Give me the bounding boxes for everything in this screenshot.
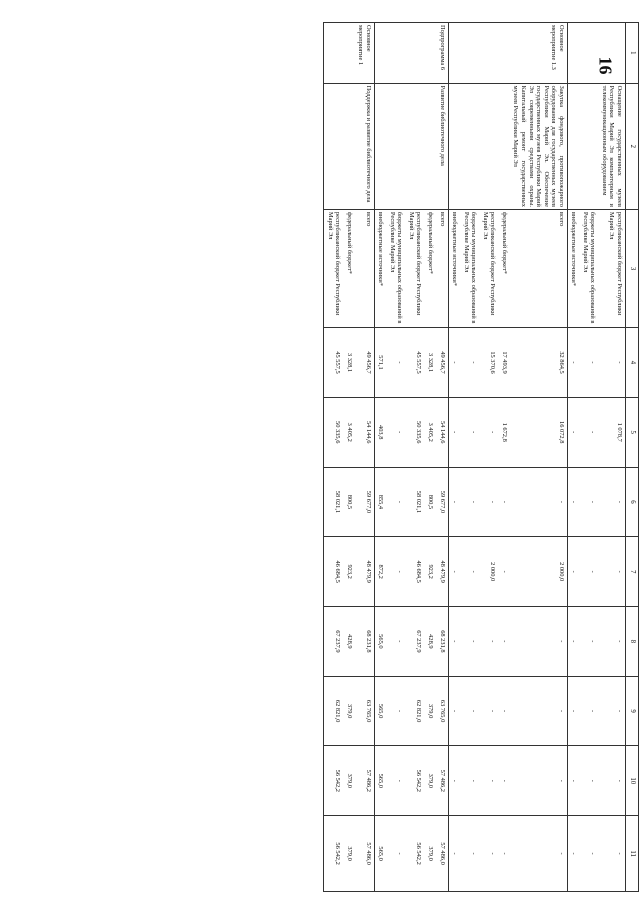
table-row	[324, 23, 344, 892]
funding-source-cell: республиканский бюджет Республики Марий Эл	[598, 209, 625, 327]
event-code-cell	[567, 23, 579, 84]
funding-source-cell: республиканский бюджет Республики Марий Эл	[324, 209, 344, 327]
value-cell: -	[567, 537, 579, 607]
funding-source-cell: бюджеты муниципальных образований в Республике Марий Эл	[386, 209, 405, 327]
rotated-table-page	[83, 22, 639, 892]
funding-source-cell: всего	[510, 209, 567, 327]
value-cell: -	[567, 816, 579, 892]
value-cell: 16 072,8	[510, 397, 567, 467]
event-code-cell	[498, 23, 510, 84]
value-cell: 50 335,6	[324, 397, 344, 467]
event-name-cell	[579, 83, 598, 209]
value-cell: -	[460, 607, 479, 677]
value-cell: -	[460, 746, 479, 816]
funding-source-cell: федеральный бюджет*	[343, 209, 355, 327]
event-name-cell	[374, 83, 386, 209]
funding-source-cell: внебюджетные источники*	[448, 209, 460, 327]
table-row	[579, 23, 598, 892]
value-cell: 62 821,0	[405, 676, 424, 746]
table-row	[567, 23, 579, 892]
event-name-cell	[386, 83, 405, 209]
value-cell: 49 456,7	[436, 328, 448, 398]
table-row	[448, 23, 460, 892]
value-cell: -	[598, 607, 625, 677]
funding-source-cell: республиканский бюджет Республики Марий Эл	[479, 209, 498, 327]
event-name-cell	[479, 83, 498, 209]
value-cell: 67 237,9	[405, 607, 424, 677]
event-code-cell	[460, 23, 479, 84]
value-cell: 2 000,0	[479, 537, 498, 607]
value-cell: -	[510, 467, 567, 537]
funding-source-cell: всего	[436, 209, 448, 327]
funding-source-cell: республиканский бюджет Республики Марий Эл	[405, 209, 424, 327]
value-cell: 2 000,0	[510, 537, 567, 607]
value-cell: 54 144,6	[436, 397, 448, 467]
value-cell: -	[567, 746, 579, 816]
event-code-cell	[479, 23, 498, 84]
value-cell: 45 557,5	[405, 328, 424, 398]
table-row	[498, 23, 510, 892]
value-cell: 3 328,1	[343, 328, 355, 398]
value-cell: -	[567, 328, 579, 398]
value-cell: 565,0	[374, 607, 386, 677]
value-cell: -	[579, 397, 598, 467]
table-row	[598, 23, 625, 892]
value-cell: -	[579, 537, 598, 607]
value-cell: 59 677,0	[355, 467, 375, 537]
value-cell: 49 456,7	[355, 328, 375, 398]
value-cell: 565,0	[374, 746, 386, 816]
value-cell: 54 144,6	[355, 397, 375, 467]
value-cell: 3 405,2	[425, 397, 437, 467]
table-row	[343, 23, 355, 892]
value-cell: 67 237,9	[324, 607, 344, 677]
value-cell: -	[567, 607, 579, 677]
value-cell: -	[498, 537, 510, 607]
value-cell: 62 821,0	[324, 676, 344, 746]
table-row	[386, 23, 405, 892]
value-cell: -	[579, 467, 598, 537]
value-cell: -	[448, 607, 460, 677]
value-cell: 379,0	[343, 816, 355, 892]
value-cell: 63 765,0	[436, 676, 448, 746]
value-cell: 565,0	[374, 816, 386, 892]
value-cell: 48 479,9	[355, 537, 375, 607]
table-row	[405, 23, 424, 892]
value-cell: 379,0	[425, 676, 437, 746]
event-name-cell: Закупка фондового, противопожарного оборудования для государственных музеев Республики Марий Эл. Обеспечение государственных музеев Республики Марий Эл современными средствами охраны. Капитальный ремонт государственных музеев Республики Марий Эл	[510, 83, 567, 209]
value-cell: -	[386, 397, 405, 467]
value-cell: 58 021,1	[405, 467, 424, 537]
event-code-cell	[386, 23, 405, 84]
value-cell: -	[510, 676, 567, 746]
budget-table	[323, 22, 639, 892]
event-code-cell	[324, 23, 344, 84]
value-cell: -	[386, 328, 405, 398]
value-cell: 45 557,5	[324, 328, 344, 398]
value-cell: 59 677,0	[436, 467, 448, 537]
funding-source-cell: внебюджетные источники*	[567, 209, 579, 327]
value-cell: 57 486,0	[355, 816, 375, 892]
column-number-5: 5	[625, 397, 638, 467]
value-cell: 32 864,5	[510, 328, 567, 398]
event-name-cell	[425, 83, 437, 209]
event-name-cell	[498, 83, 510, 209]
value-cell: 403,8	[374, 397, 386, 467]
value-cell: -	[598, 328, 625, 398]
value-cell: 1 672,8	[498, 397, 510, 467]
event-code-cell	[343, 23, 355, 84]
value-cell: -	[598, 746, 625, 816]
event-name-cell	[460, 83, 479, 209]
table-row	[425, 23, 437, 892]
event-code-cell: Подпрограмма 6	[436, 23, 448, 84]
value-cell: -	[510, 607, 567, 677]
value-cell: 3 405,2	[343, 397, 355, 467]
event-name-cell: Оснащение государственных музеев Республики Марий Эл компьютерным и телекоммуникационным оборудованием	[598, 83, 625, 209]
column-number-8: 8	[625, 607, 638, 677]
value-cell: -	[460, 397, 479, 467]
value-cell: -	[510, 746, 567, 816]
value-cell: -	[479, 607, 498, 677]
value-cell: 1 078,7	[598, 397, 625, 467]
value-cell: -	[386, 607, 405, 677]
value-cell: -	[386, 537, 405, 607]
value-cell: 923,2	[343, 537, 355, 607]
value-cell: 855,4	[374, 467, 386, 537]
event-name-cell: Поддержка и развитие библиотечного дела	[355, 83, 375, 209]
value-cell: -	[598, 467, 625, 537]
value-cell: -	[448, 816, 460, 892]
value-cell: -	[386, 676, 405, 746]
funding-source-cell: внебюджетные источники*	[374, 209, 386, 327]
value-cell: -	[460, 328, 479, 398]
event-code-cell: Основное мероприятие 1	[355, 23, 375, 84]
value-cell: 68 231,8	[355, 607, 375, 677]
value-cell: -	[598, 676, 625, 746]
value-cell: -	[460, 467, 479, 537]
value-cell: 800,5	[343, 467, 355, 537]
table-row	[374, 23, 386, 892]
value-cell: 56 542,2	[324, 816, 344, 892]
value-cell: -	[498, 607, 510, 677]
value-cell: -	[448, 397, 460, 467]
value-cell: -	[386, 816, 405, 892]
value-cell: -	[567, 467, 579, 537]
value-cell: -	[598, 537, 625, 607]
value-cell: -	[448, 676, 460, 746]
value-cell: -	[479, 467, 498, 537]
value-cell: 56 542,2	[324, 746, 344, 816]
value-cell: -	[510, 816, 567, 892]
value-cell: -	[498, 816, 510, 892]
value-cell: 17 493,9	[498, 328, 510, 398]
value-cell: -	[479, 746, 498, 816]
event-code-cell	[405, 23, 424, 84]
funding-source-cell: бюджеты муниципальных образований в Республике Марий Эл	[579, 209, 598, 327]
value-cell: 872,2	[374, 537, 386, 607]
value-cell: -	[460, 676, 479, 746]
value-cell: 58 021,1	[324, 467, 344, 537]
column-number-1: 1	[625, 23, 638, 84]
value-cell: -	[479, 816, 498, 892]
value-cell: -	[579, 816, 598, 892]
value-cell: -	[498, 746, 510, 816]
event-code-cell	[425, 23, 437, 84]
table-row	[479, 23, 498, 892]
value-cell: 571,1	[374, 328, 386, 398]
column-number-6: 6	[625, 467, 638, 537]
value-cell: 923,2	[425, 537, 437, 607]
value-cell: -	[567, 676, 579, 746]
value-cell: -	[579, 328, 598, 398]
value-cell: -	[579, 676, 598, 746]
value-cell: 15 370,6	[479, 328, 498, 398]
value-cell: -	[460, 816, 479, 892]
value-cell: -	[448, 537, 460, 607]
column-number-11: 11	[625, 816, 638, 892]
value-cell: 56 542,2	[405, 746, 424, 816]
value-cell: 379,0	[425, 746, 437, 816]
column-number-9: 9	[625, 676, 638, 746]
event-code-cell	[374, 23, 386, 84]
table-header-row	[625, 23, 638, 892]
value-cell: -	[386, 467, 405, 537]
value-cell: 46 684,5	[405, 537, 424, 607]
value-cell: 565,0	[374, 676, 386, 746]
value-cell: 56 542,2	[405, 816, 424, 892]
value-cell: 68 231,8	[436, 607, 448, 677]
value-cell: 379,0	[343, 746, 355, 816]
event-name-cell	[324, 83, 344, 209]
funding-source-cell: федеральный бюджет*	[425, 209, 437, 327]
event-name-cell	[405, 83, 424, 209]
funding-source-cell: бюджеты муниципальных образований в Республике Марий Эл	[460, 209, 479, 327]
table-row	[355, 23, 375, 892]
event-code-cell: Основное мероприятие 1.3	[510, 23, 567, 84]
column-number-10: 10	[625, 746, 638, 816]
value-cell: 63 765,0	[355, 676, 375, 746]
funding-source-cell: федеральный бюджет*	[498, 209, 510, 327]
value-cell: 57 486,0	[436, 816, 448, 892]
value-cell: 379,0	[343, 676, 355, 746]
value-cell: 50 335,6	[405, 397, 424, 467]
value-cell: 428,9	[343, 607, 355, 677]
value-cell: -	[448, 746, 460, 816]
table-row	[510, 23, 567, 892]
value-cell: 48 479,9	[436, 537, 448, 607]
value-cell: 46 684,5	[324, 537, 344, 607]
event-name-cell	[567, 83, 579, 209]
event-code-cell	[598, 23, 625, 84]
value-cell: -	[567, 397, 579, 467]
value-cell: -	[479, 676, 498, 746]
value-cell: -	[460, 537, 479, 607]
column-number-4: 4	[625, 328, 638, 398]
value-cell: 3 328,1	[425, 328, 437, 398]
value-cell: -	[598, 816, 625, 892]
value-cell: -	[579, 746, 598, 816]
value-cell: -	[498, 676, 510, 746]
event-code-cell	[579, 23, 598, 84]
value-cell: 57 486,2	[436, 746, 448, 816]
column-number-7: 7	[625, 537, 638, 607]
column-number-3: 3	[625, 209, 638, 327]
value-cell: -	[498, 467, 510, 537]
event-name-cell	[448, 83, 460, 209]
page-number: 16	[595, 56, 616, 75]
value-cell: -	[579, 607, 598, 677]
value-cell: 379,0	[425, 816, 437, 892]
value-cell: -	[386, 746, 405, 816]
value-cell: 428,9	[425, 607, 437, 677]
value-cell: -	[479, 397, 498, 467]
event-code-cell	[448, 23, 460, 84]
value-cell: -	[448, 328, 460, 398]
value-cell: 57 486,2	[355, 746, 375, 816]
event-name-cell: Развитие библиотечного дела	[436, 83, 448, 209]
column-number-2: 2	[625, 83, 638, 209]
value-cell: 800,5	[425, 467, 437, 537]
table-row	[436, 23, 448, 892]
table-row	[460, 23, 479, 892]
value-cell: -	[448, 467, 460, 537]
event-name-cell	[343, 83, 355, 209]
funding-source-cell: всего	[355, 209, 375, 327]
